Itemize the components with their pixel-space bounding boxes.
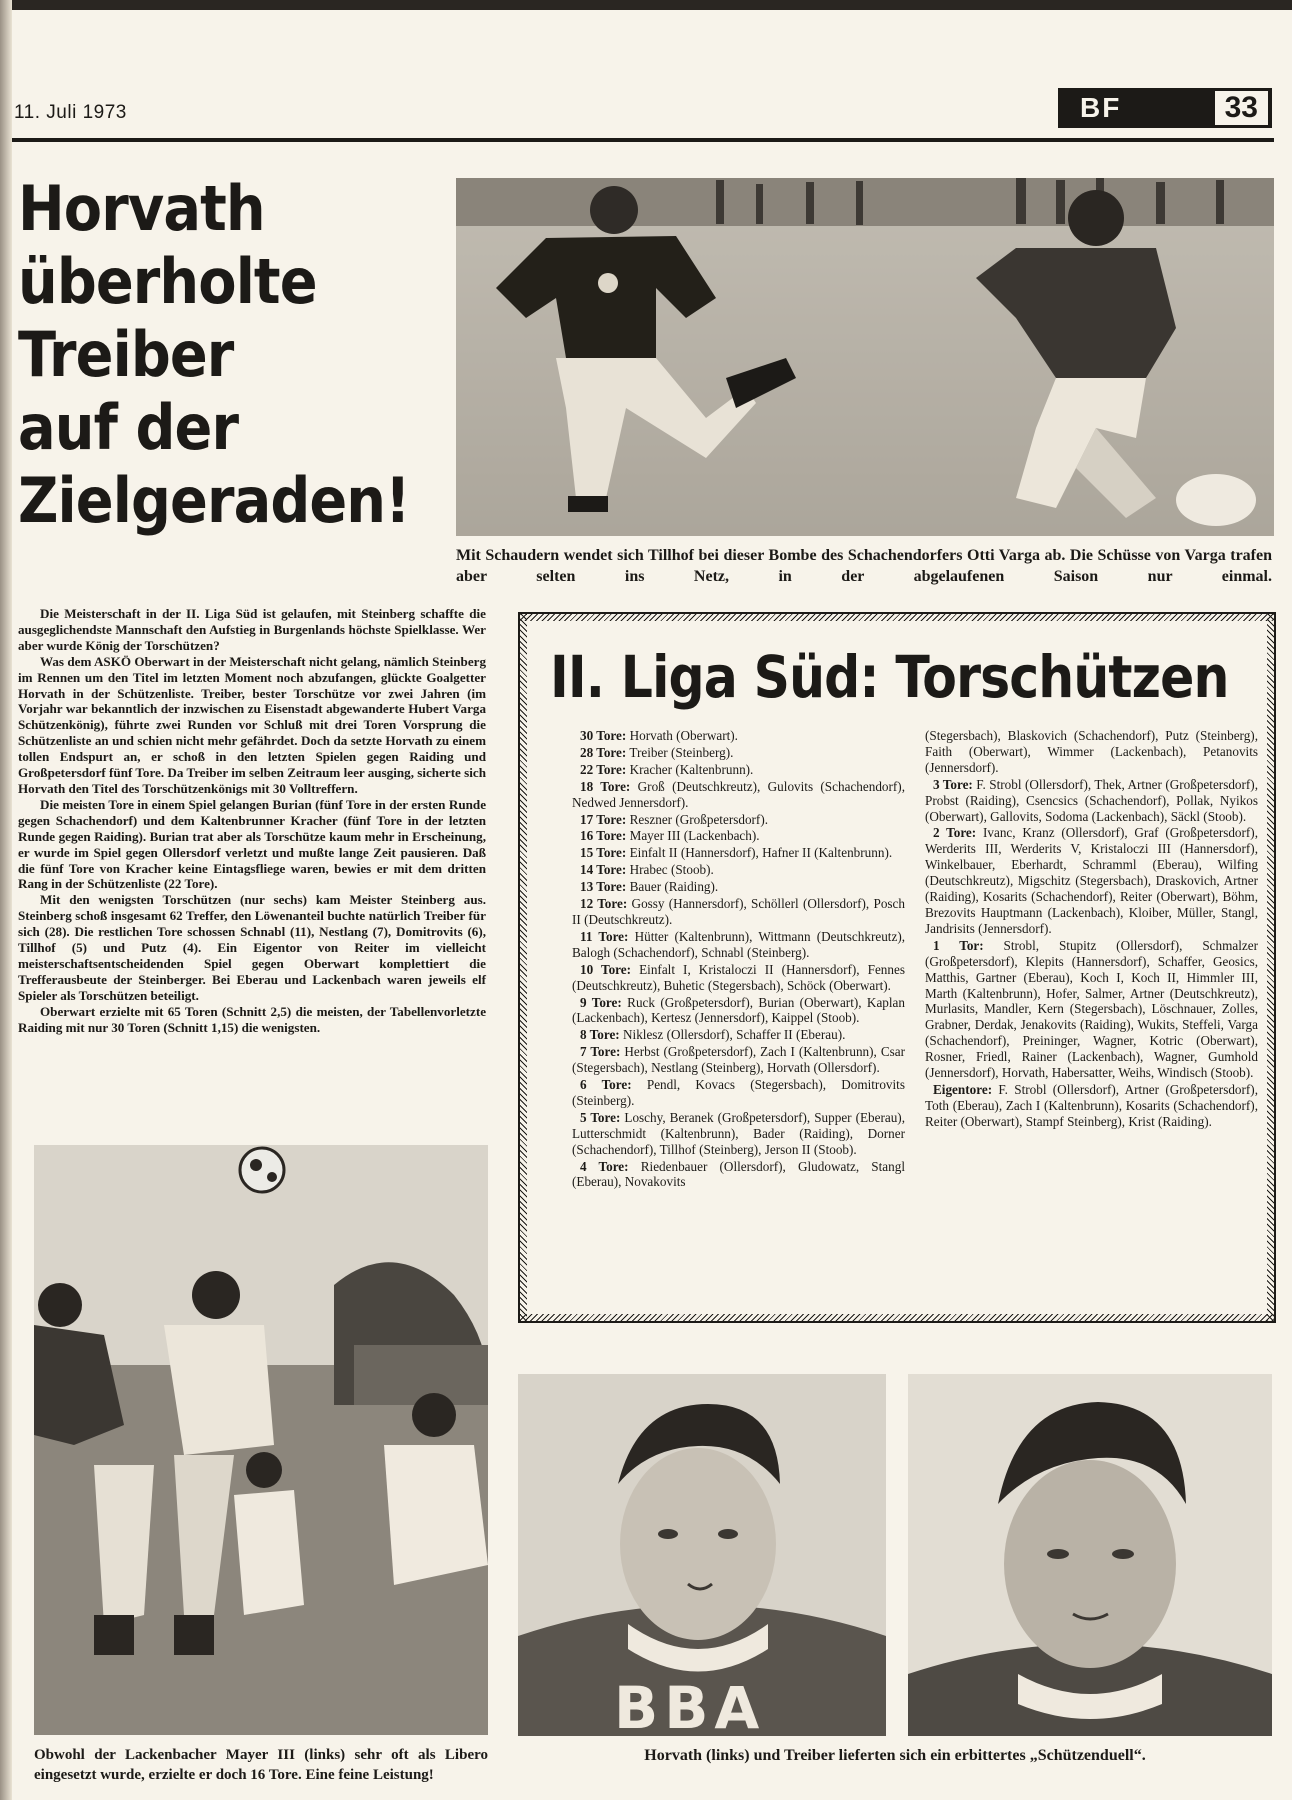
scorer-entry <box>572 929 905 961</box>
scorer-entry <box>925 938 1258 1081</box>
scorer-entry <box>572 995 905 1027</box>
scorer-goal-count: 7 Tore: <box>580 1044 621 1060</box>
scorer-names: Loschy, Beranek (Großpetersdorf), Supper (Eberau), Lutterschmidt (Kaltenbrunn), Bader (Raiding), Dorner (Schachendorf), Tillhof (Steinberg), Jerson II (Stoob). <box>572 1109 905 1157</box>
scorer-names: Ruck (Großpetersdorf), Burian (Oberwart), Kaplan (Lackenbach), Kertesz (Jennersdorf), Kaippel (Stoob). <box>572 994 906 1026</box>
scorer-entry <box>572 1027 905 1043</box>
scorer-goal-count: Eigentore: <box>933 1081 993 1097</box>
scorer-goal-count: 17 Tore: <box>580 811 627 827</box>
scorer-goal-count: 3 Tore: <box>933 776 973 792</box>
scorer-names: (Stegersbach), Blaskovich (Schachendorf), Putz (Steinberg), Faith (Oberwart), Wimmer (Lackenbach), Petanovits (Jennersdorf). <box>925 728 1258 775</box>
scorer-names: Horvath (Oberwart). <box>629 728 738 743</box>
scorer-names: Hütter (Kaltenbrunn), Wittmann (Deutschkreutz), Balogh (Schachendorf), Schnabl (Steinberg). <box>572 928 906 960</box>
scorer-names: Treiber (Steinberg). <box>629 744 734 760</box>
scorer-entry <box>572 845 905 861</box>
portrait-treiber <box>908 1374 1272 1736</box>
photo-kick-action <box>456 178 1274 536</box>
scorer-entry <box>925 1082 1258 1130</box>
article-paragraph: Was dem ASKÖ Oberwart in der Meisterschaft nicht gelang, nämlich Steinberg im Rennen um den Titel im letzten Moment noch abzufangen, glückte Goalgetter Horvath in der Schützenliste. Treiber, bester Torschütze vor zwei Jahren (im Vorjahr war bekanntlich der inzwischen zu Eisenstadt abgewanderte Hubert Varga Schützenkönig), führte zwei Runden vor Schluß mit drei Toren Vorsprung die Schützenliste an und schien nicht mehr gefährdet. Doch da setzte Horvath zu einem tollen Endspurt an, er schoß in den letzten Spielen gegen Raiding und Großpetersdorf fünf Tore. Da Treiber im selben Zeitraum leer ausging, sicherte sich Horvath den Titel des Torschützenkönigs mit 30 Volltreffern. <box>18 653 486 796</box>
scorer-names: F. Strobl (Ollersdorf), Artner (Großpetersdorf), Toth (Eberau), Zach I (Kaltenbrunn), Kosarits (Schachendorf), Reiter (Oberwart), Stampf Steinberg), Krist (Raiding). <box>925 1081 1258 1129</box>
scorer-names: Kracher (Kaltenbrunn). <box>629 761 754 777</box>
scorer-names: Einfalt I, Kristaloczi II (Hannersdorf), Fennes (Deutschkreutz), Buhetic (Stegersbach), Schöck (Oberwart). <box>572 961 905 993</box>
scorer-entry <box>572 862 905 878</box>
scorer-goal-count: 18 Tore: <box>580 778 631 794</box>
headline-line: auf der <box>18 391 239 464</box>
scorers-column-right <box>925 728 1258 1191</box>
scan-binding-edge <box>0 0 12 1800</box>
issue-date: 11. Juli 1973 <box>14 102 127 123</box>
portrait-horvath <box>518 1374 886 1736</box>
box-border-hatching <box>520 614 1274 621</box>
scorer-names: Gossy (Hannersdorf), Schöllerl (Ollersdorf), Posch II (Deutschkreutz). <box>572 896 905 927</box>
scorers-column-left <box>572 728 905 1191</box>
scorer-entry <box>572 728 905 744</box>
page-number: 33 <box>1214 90 1269 126</box>
section-label: BF <box>1080 92 1122 123</box>
scorer-names: Riedenbauer (Ollersdorf), Gludowatz, Stangl (Eberau), Novakovits <box>572 1158 906 1190</box>
scorer-goal-count: 1 Tor: <box>933 937 984 953</box>
jersey-lettering: BBA <box>614 1674 766 1736</box>
scorer-goal-count: 10 Tore: <box>580 961 632 977</box>
scorer-names: Mayer III (Lackenbach). <box>629 828 760 844</box>
scorer-names: F. Strobl (Ollersdorf), Thek, Artner (Großpetersdorf), Probst (Raiding), Csencsics (Schachendorf), Pollak, Nyikos (Oberwart), Gallovits, Sodoma (Lackenbach), Säckl (Stoob). <box>925 776 1258 824</box>
scorer-goal-count: 6 Tore: <box>580 1077 632 1093</box>
scorers-title: II. Liga Süd: Torschützen <box>550 643 1229 711</box>
box-border-hatching <box>520 1314 1274 1321</box>
scorer-goal-count: 16 Tore: <box>580 828 627 844</box>
scorer-entry <box>572 1110 905 1158</box>
scorer-goal-count: 15 Tore: <box>580 845 627 861</box>
headline-line: Treiber <box>18 318 234 391</box>
scorer-entry <box>572 828 905 844</box>
scorer-names: Bauer (Raiding). <box>629 879 719 895</box>
headline-line: Zielgeraden! <box>18 464 410 537</box>
scorer-goal-count: 12 Tore: <box>580 896 628 912</box>
scorer-names: Einfalt II (Hannersdorf), Hafner II (Kaltenbrunn). <box>629 845 893 861</box>
headline <box>18 172 410 537</box>
scorer-goal-count: 13 Tore: <box>580 879 627 895</box>
scorer-names: Herbst (Großpetersdorf), Zach I (Kaltenbrunn), Csar (Stegersbach), Nestlang (Steinberg), Horvath (Ollersdorf). <box>572 1044 905 1076</box>
left-photo-caption: Obwohl der Lackenbacher Mayer III (links) sehr oft als Libero eingesetzt wurde, erzielte er doch 16 Tore. Eine feine Leistung! <box>34 1747 488 1783</box>
article-paragraph: Die meisten Tore in einem Spiel gelangen Burian (fünf Tore in der ersten Runde gegen Schachendorf) und dem Kaltenbrunner Kracher (fünf Tore in der letzten Runde gegen Raiding). Burian trat aber als Torschütze kaum mehr in Erscheinung, er wurde im Spiel gegen Ollersdorf verletzt und mußte lange Zeit pausieren. Daß die fünf Tore von Kracher keine Eintagsfliege waren, bewies er mit dem dritten Rang in der Schützenliste (22 Tore). <box>18 796 486 892</box>
scorer-entry <box>572 745 905 761</box>
scorer-entry <box>925 728 1258 776</box>
scorer-goal-count: 30 Tore: <box>580 728 627 743</box>
scorer-entry <box>572 962 905 994</box>
scorer-names: Niklesz (Ollersdorf), Schaffer II (Eberau). <box>623 1027 846 1043</box>
scorer-goal-count: 22 Tore: <box>580 761 627 777</box>
scorer-names: Hrabec (Stoob). <box>629 862 714 878</box>
scorer-goal-count: 4 Tore: <box>580 1158 629 1174</box>
scorers-columns <box>572 728 1258 1191</box>
scorer-entry <box>572 896 905 928</box>
scorer-names: Reszner (Großpetersdorf). <box>629 811 769 827</box>
header-rule <box>12 138 1274 142</box>
box-border-hatching <box>520 614 527 1321</box>
scorer-goal-count: 11 Tore: <box>580 928 629 944</box>
article-paragraph: Mit den wenigsten Torschützen (nur sechs) kam Meister Steinberg aus. Steinberg schoß insgesamt 62 Treffer, den Löwenanteil buchte natürlich Treiber für sich (28). Die restlichen Tore schossen Schnabl (11), Nestlang (7), Domitrovits (6), Tillhof (5) und Putz (4). Ein Eigentor von Reiter im vielleicht meisterschaftsentscheidenden Spiel gegen Oberwart komplettiert die Trefferausbeute der Steinberger. Bei Eberau und Lackenbach waren jeweils elf Spieler als Torschützen beteiligt. <box>18 892 486 1003</box>
scorer-entry <box>572 1077 905 1109</box>
scorer-goal-count: 5 Tore: <box>580 1109 621 1125</box>
box-border-hatching <box>1267 614 1274 1321</box>
section-page-badge <box>1058 88 1272 128</box>
scorer-entry <box>572 812 905 828</box>
scorer-entry <box>572 779 905 811</box>
scorer-goal-count: 9 Tore: <box>580 994 622 1010</box>
scorer-goal-count: 28 Tore: <box>580 744 627 760</box>
scorer-goal-count: 8 Tore: <box>580 1027 620 1043</box>
headline-line: Horvath <box>18 172 265 245</box>
headline-line: überholte <box>18 245 317 318</box>
scan-top-edge <box>0 0 1292 10</box>
photo-header-duel <box>34 1145 488 1735</box>
scorer-names: Ivanc, Kranz (Ollersdorf), Graf (Großpetersdorf), Werderits III, Werderits V, Kristaloczi III (Hannersdorf), Winkelbauer, Eberhardt, Schramml (Eberau), Wilfing (Deutschkreutz), Migschitz (Stegersbach), Draskovich, Artner (Raiding), Kosarits (Schachendorf), Reiter (Oberwart), Böhm, Brezovits Hauptmann (Lackenbach), Kloiber, Müller, Stangl, Jandrisits (Jennersdorf). <box>925 825 1258 936</box>
scorer-names: Pendl, Kovacs (Stegersbach), Domitrovits (Steinberg). <box>572 1077 905 1108</box>
scorer-goal-count: 14 Tore: <box>580 862 627 878</box>
portraits-caption: Horvath (links) und Treiber lieferten sich ein erbittertes „Schützenduell“. <box>644 1747 1146 1764</box>
scorer-entry <box>572 1159 905 1191</box>
scorer-entry <box>572 879 905 895</box>
scorer-entry <box>572 1044 905 1076</box>
scorers-box <box>518 612 1276 1323</box>
scorer-goal-count: 2 Tore: <box>933 825 977 841</box>
scorer-entry <box>572 762 905 778</box>
article-paragraph: Oberwart erzielte mit 65 Toren (Schnitt 2,5) die meisten, der Tabellenvorletzte Raiding mit nur 30 Toren (Schnitt 1,15) die wenigsten. <box>18 1003 486 1035</box>
scorer-entry <box>925 777 1258 825</box>
scorer-names: Groß (Deutschkreutz), Gulovits (Schachendorf), Nedwed Jennersdorf). <box>572 778 905 810</box>
scorer-names: Strobl, Stupitz (Ollersdorf), Schmalzer (Großpetersdorf), Klepits (Hannersdorf), Schaffer, Geosics, Matthis, Gartner (Eberau), Koch I, Koch II, Himmler III, Marth (Kaltenbrunn), Hofer, Salmer, Artner (Deutschkreutz), Murlasits, Mandler, Kern (Stegersbach), Löschnauer, Zolles, Grabner, Derdak, Jenakovits (Raiding), Wukits, Steffeli, Varga (Schachendorf), Preininger, Wagner, Kotric (Oberwart), Rosner, Friedl, Rainer (Lackenbach), Wagner, Gumhold (Jennersdorf), Horvath, Habersatter, Weihs, Windisch (Stoob). <box>925 937 1258 1081</box>
scorer-entry <box>925 825 1258 936</box>
article-body <box>18 606 486 1035</box>
top-photo-caption: Mit Schaudern wendet sich Tillhof bei dieser Bombe des Schachendorfers Otti Varga ab. Die Schüsse von Varga trafen aber selten ins Netz, in der abgelaufenen Saison nur einmal. <box>456 547 1272 585</box>
article-paragraph: Die Meisterschaft in der II. Liga Süd ist gelaufen, mit Steinberg schaffte die ausgeglichendste Mannschaft den Aufstieg in Burgenlands höchste Spielklasse. Wer aber wurde König der Torschützen? <box>18 606 486 653</box>
